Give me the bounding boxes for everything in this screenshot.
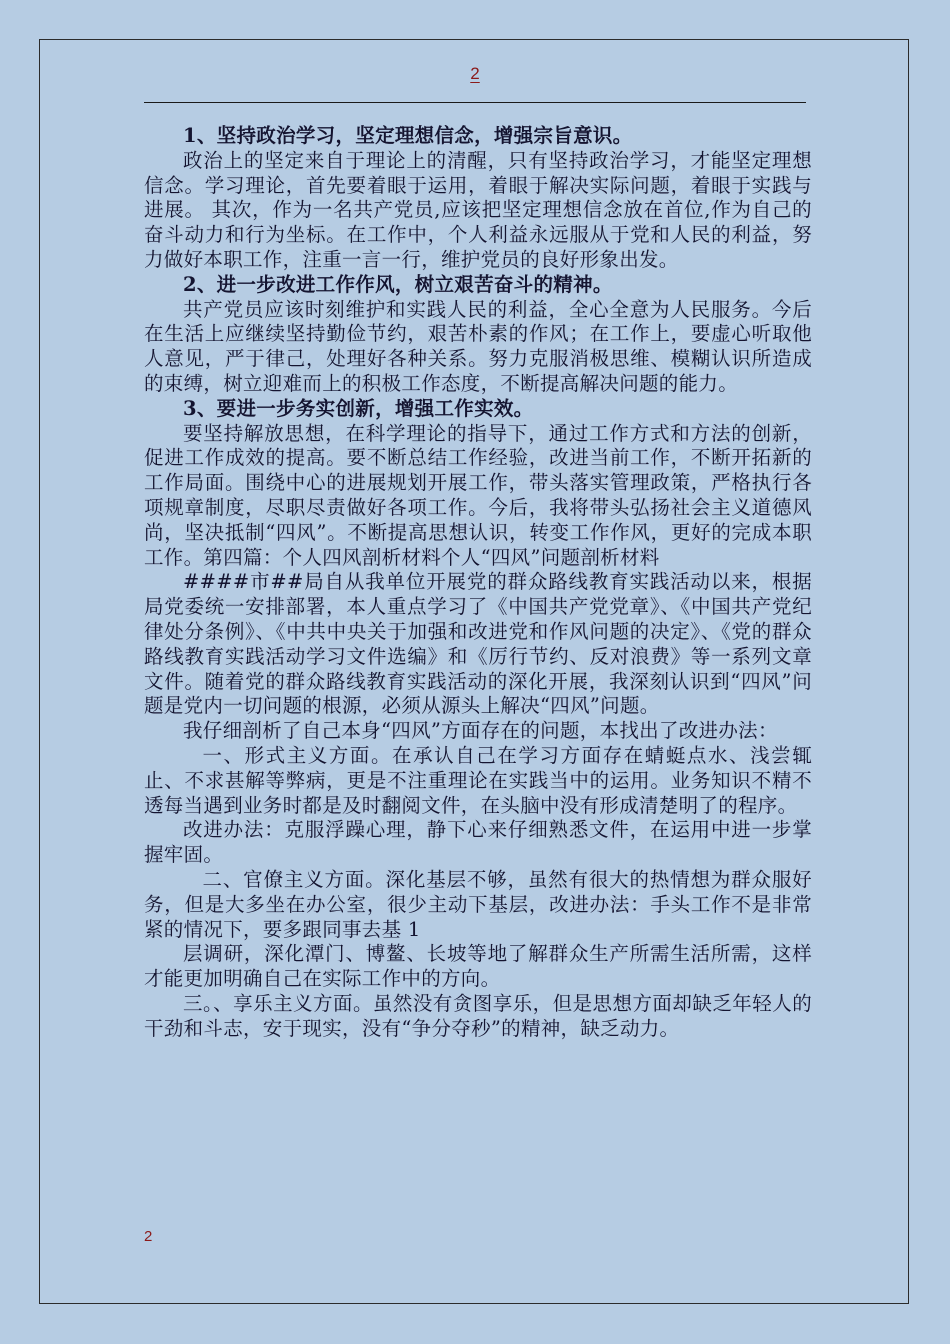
footer-page-number: 2 [144, 1228, 153, 1245]
paragraph: 改进办法：克服浮躁心理，静下心来仔细熟悉文件，在运用中进一步掌握牢固。 [144, 818, 812, 867]
header-divider [144, 102, 806, 103]
section-heading-2: 2、进一步改进工作作风，树立艰苦奋斗的精神。 [183, 272, 613, 296]
paragraph: 我仔细剖析了自己本身“四风”方面存在的问题，本找出了改进办法： [183, 719, 778, 743]
paragraph: 三。、享乐主义方面。虽然没有贪图享乐，但是思想方面却缺乏年轻人的干劲和斗志，安于现实，没有“争分夺秒”的精神，缺乏动力。 [144, 991, 812, 1040]
paragraph: 层调研，深化潭门、博鳌、长坡等地了解群众生产所需生活所需，这样才能更加明确自己在实际工作中的方向。 [144, 942, 812, 991]
paragraph: 共产党员应该时刻维护和实践人民的利益，全心全意为人民服务。今后在生活上应继续坚持勤俭节约，艰苦朴素的作风；在工作上，要虚心听取他人意见，严于律己，处理好各种关系。努力克服消极思维、模糊认识所造成的束缚，树立迎难而上的积极工作态度，不断提高解决问题的能力。 [144, 297, 812, 395]
section-heading-3: 3、要进一步务实创新，增强工作实效。 [183, 396, 534, 420]
document-body [144, 124, 812, 1041]
paragraph: 一、形式主义方面。在承认自己在学习方面存在蜻蜓点水、浅尝辄止、不求甚解等弊病，更是不注重理论在实践当中的运用。业务知识不精不透每当遇到业务时都是及时翻阅文件，在头脑中没有形成清楚明了的程序。 [144, 743, 812, 817]
header-page-number: 2 [470, 64, 480, 83]
paragraph: ####市##局自从我单位开展党的群众路线教育实践活动以来，根据局党委统一安排部署，本人重点学习了《中国共产党党章》、《中国共产党纪律处分条例》、《中共中央关于加强和改进党和作风问题的决定》、《党的群众路线教育实践活动学习文件选编》和《厉行节约、反对浪费》等一系列文章文件。随着党的群众路线教育实践活动的深化开展，我深刻认识到“四风”问题是党内一切问题的根源，必须从源头上解决“四风”问题。 [144, 570, 812, 718]
paragraph: 二、官僚主义方面。深化基层不够，虽然有很大的热情想为群众服好务，但是大多坐在办公室，很少主动下基层，改进办法：手头工作不是非常紧的情况下，要多跟同事去基 1 [144, 867, 812, 941]
paragraph: 要坚持解放思想，在科学理论的指导下，通过工作方式和方法的创新，促进工作成效的提高。要不断总结工作经验，改进当前工作，不断开拓新的工作局面。围绕中心的进展规划开展工作，带头落实管理政策，严格执行各项规章制度，尽职尽责做好各项工作。今后，我将带头弘扬社会主义道德风尚，坚决抵制“四风”。不断提高思想认识，转变工作作风，更好的完成本职工作。第四篇：个人四风剖析材料个人“四风”问题剖析材料 [144, 421, 812, 569]
section-heading-1: 1、坚持政治学习，坚定理想信念，增强宗旨意识。 [183, 124, 633, 147]
paragraph: 政治上的坚定来自于理论上的清醒，只有坚持政治学习，才能坚定理想信念。学习理论，首先要着眼于运用，着眼于解决实际问题，着眼于实践与进展。 其次，作为一名共产党员,应该把坚定理想信念放在首位,作为自己的奋斗动力和行为坐标。在工作中，个人利益永远服从于党和人民的利益，努力做好本职工作，注重一言一行，维护党员的良好形象出发。 [144, 148, 812, 271]
